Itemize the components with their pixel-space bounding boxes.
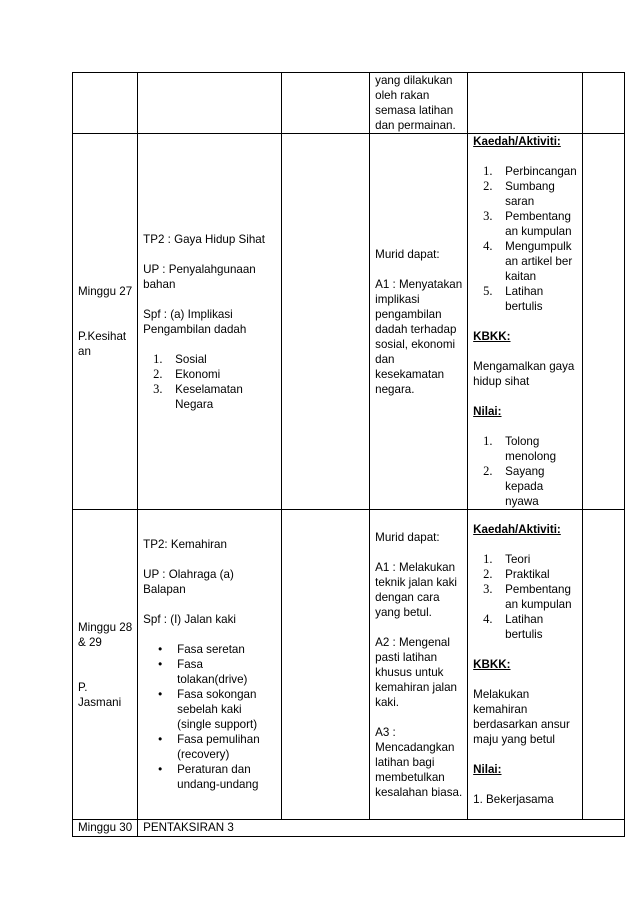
list-item: 5. Latihan bertulis	[483, 284, 544, 313]
list-item: 1. Teori	[483, 552, 531, 566]
kaedah-heading: Kaedah/Aktiviti:	[473, 523, 561, 536]
objective-a2: A2 : Mengenal pasti latihan khusus untuk kemahiran jalan kaki.	[375, 635, 458, 709]
list-item: 2. Ekonomi	[153, 366, 221, 381]
spf-list	[143, 352, 276, 412]
list-item: 1. Tolong menolong	[483, 434, 557, 463]
week-label: Minggu 28 & 29	[78, 620, 133, 649]
list-item: 2. Praktikal	[483, 567, 550, 581]
week-cell	[73, 820, 138, 837]
objective-a1: A1 : Menyatakan implikasi pengambilan dadah terhadap sosial, ekonomi dan kesekamatan negara.	[375, 277, 463, 396]
table-row	[73, 73, 625, 134]
list-item: • Fasa tolakan(drive)	[158, 658, 248, 686]
list-item: 2. Sumbang saran	[483, 179, 555, 208]
subject-label: P. Jasmani	[78, 680, 122, 709]
nilai-list	[473, 434, 577, 509]
list-item: 1. Sosial	[153, 351, 207, 366]
activity-cell	[468, 134, 583, 510]
list-item: 2. Sayang kepada nyawa	[483, 464, 545, 508]
objective-cell	[370, 134, 468, 510]
table-row	[73, 510, 625, 820]
objective-intro: Murid dapat:	[375, 247, 440, 261]
lesson-plan-table	[72, 72, 625, 837]
kaedah-list	[473, 552, 577, 642]
list-item: 3. Pembentangan kumpulan	[483, 582, 572, 611]
subject-label: P.Kesihatan	[78, 330, 127, 358]
content-cell	[138, 510, 282, 820]
up-text: UP : Olahraga (a) Balapan	[143, 568, 234, 596]
tp-text: TP2: Kemahiran	[143, 538, 227, 551]
objective-text: yang dilakukan oleh rakan semasa latihan dan permainan.	[375, 74, 456, 132]
objective-cell	[370, 510, 468, 820]
spf-list	[143, 642, 276, 792]
table-row	[73, 134, 625, 510]
assessment-label: PENTAKSIRAN 3	[143, 821, 234, 834]
activity-cell	[468, 510, 583, 820]
table-row	[73, 820, 625, 837]
objective-cell	[370, 73, 468, 134]
kaedah-heading: Kaedah/Aktiviti:	[473, 135, 561, 148]
kaedah-list	[473, 164, 577, 314]
list-item: 3. Keselamatan Negara	[153, 381, 243, 411]
week-cell	[73, 134, 138, 510]
objective-intro: Murid dapat:	[375, 530, 440, 544]
week-cell	[73, 510, 138, 820]
list-item: • Peraturan dan undang-undang	[158, 763, 259, 791]
up-text: UP : Penyalahgunaan bahan	[143, 262, 256, 291]
assessment-cell	[138, 820, 625, 837]
list-item: 4. Latihan bertulis	[483, 612, 544, 641]
week-label: Minggu 27	[78, 285, 133, 298]
nilai-text: 1. Bekerjasama	[473, 793, 554, 806]
list-item: 3. Pembentangan kumpulan	[483, 209, 572, 238]
kbkk-text: Mengamalkan gaya hidup sihat	[473, 360, 575, 388]
list-item: • Fasa seretan	[158, 643, 245, 656]
spf-text: Spf : (a) Implikasi Pengambilan dadah	[143, 307, 247, 336]
kbkk-text: Melakukan kemahiran berdasarkan ansur maju yang betul	[473, 688, 570, 746]
list-item: • Fasa sokongan sebelah kaki (single support)	[158, 688, 258, 731]
list-item: 1. Perbincangan	[483, 164, 577, 178]
tp-text: TP2 : Gaya Hidup Sihat	[143, 232, 265, 246]
content-cell	[138, 134, 282, 510]
objective-a3: A3 : Mencadangkan latihan bagi membetulkan kesalahan biasa.	[375, 725, 463, 799]
week-label: Minggu 30	[78, 821, 133, 834]
kbkk-heading: KBKK:	[473, 330, 511, 343]
kbkk-heading: KBKK:	[473, 658, 511, 671]
objective-a1: A1 : Melakukan teknik jalan kaki dengan cara yang betul.	[375, 560, 457, 619]
list-item: 4. Mengumpulkan artikel berkaitan	[483, 239, 573, 283]
nilai-heading: Nilai:	[473, 405, 502, 418]
list-item: • Fasa pemulihan (recovery)	[158, 733, 260, 761]
nilai-heading: Nilai:	[473, 763, 502, 776]
spf-text: Spf : (I) Jalan kaki	[143, 613, 236, 626]
